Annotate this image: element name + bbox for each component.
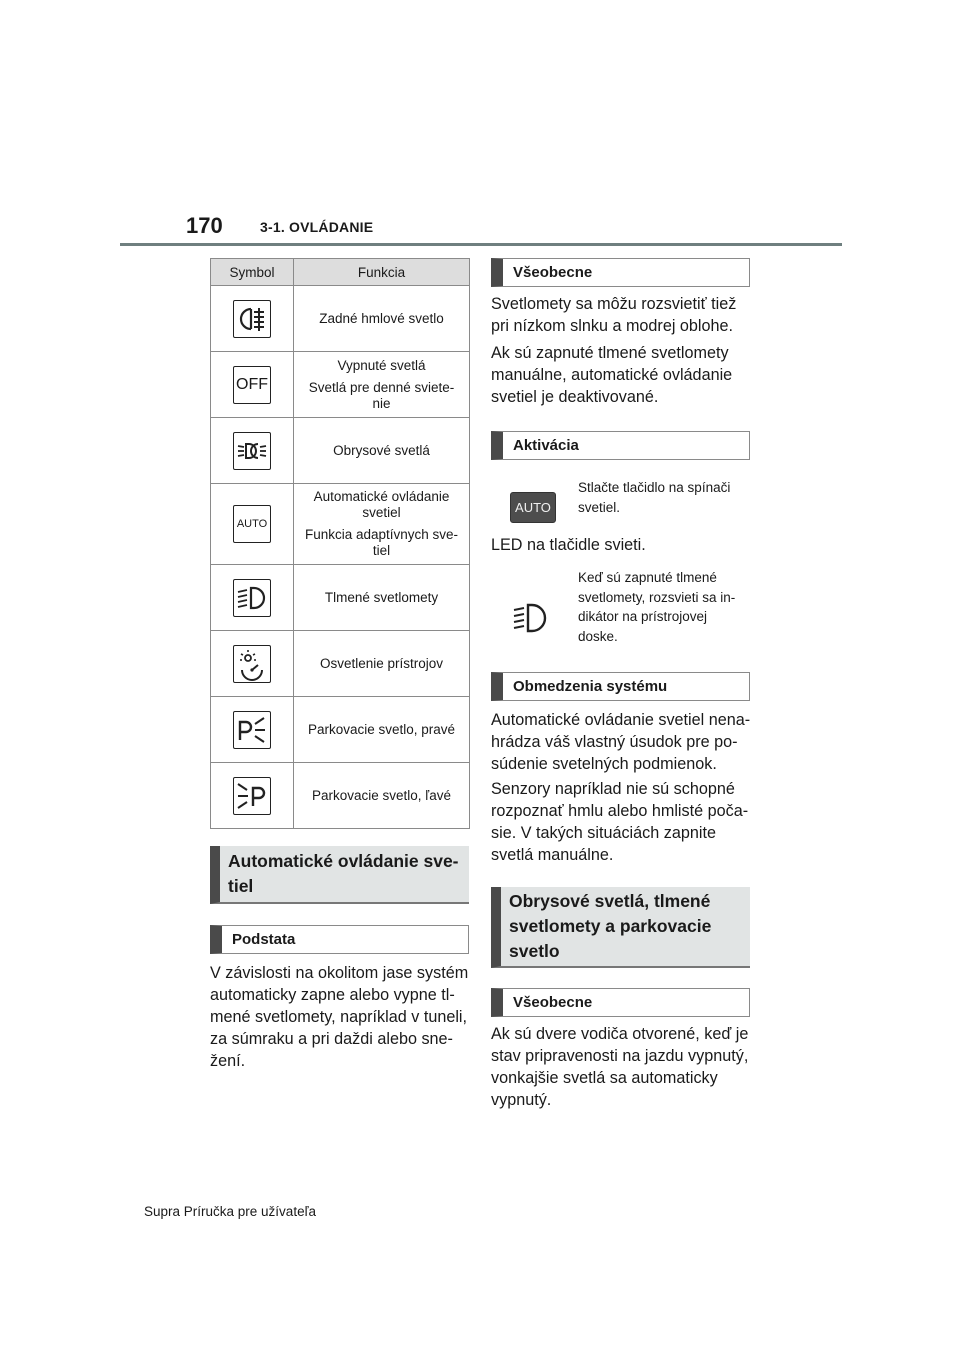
paragraph-line: automaticky zapne alebo vypne tl-: [210, 986, 455, 1004]
auto-icon-label: AUTO: [236, 518, 268, 530]
symbol-table: [210, 258, 470, 829]
function-cell: [294, 763, 470, 829]
subheading-general-2: Všeobecne: [491, 988, 750, 1017]
function-cell: [294, 286, 470, 352]
symbol-cell: [211, 631, 294, 697]
symbol-cell: [211, 418, 294, 484]
low-beam-indicator-icon: [512, 600, 552, 636]
table-row: [211, 565, 470, 631]
function-label: Obrysové svetlá: [333, 442, 430, 458]
paragraph-line: V závislosti na okolitom jase systém: [210, 964, 469, 982]
table-row: [211, 763, 470, 829]
function-label: Vypnuté svetlá: [337, 357, 426, 373]
heading-line: tiel: [228, 876, 254, 896]
heading-line: svetlo: [509, 941, 560, 961]
symbol-cell: [211, 697, 294, 763]
note-line: Keď sú zapnuté tlmené: [578, 570, 717, 585]
off-icon-label: OFF: [236, 375, 268, 393]
column-header-symbol: Symbol: [211, 259, 294, 286]
general2-paragraph: [491, 1023, 748, 1111]
instrument-lighting-icon: [233, 645, 271, 683]
symbol-cell: [211, 484, 294, 565]
subheading-principle: Podstata: [210, 925, 469, 954]
paragraph-line: Ak sú dvere vodiča otvorené, keď je: [491, 1025, 749, 1043]
table-row: [211, 484, 470, 565]
section-heading-automatic-lights: [210, 846, 469, 904]
table-header-row: [211, 259, 470, 286]
function-label: Zadné hmlové svetlo: [319, 310, 444, 326]
function-label: Tlmené svetlomety: [324, 589, 439, 605]
symbol-cell: [211, 352, 294, 418]
note-line: dikátor na prístrojovej: [578, 609, 708, 624]
parking-light-right-icon: [233, 711, 271, 749]
led-paragraph: LED na tlačidle svieti.: [491, 536, 646, 554]
paragraph-line: súdenie svetelných podmienok.: [491, 755, 717, 773]
heading-line: svetlomety a parkovacie: [509, 916, 712, 936]
function-cell: [294, 418, 470, 484]
table-row: [211, 352, 470, 418]
general-paragraph-2: [491, 342, 732, 408]
paragraph-line: svetlá manuálne.: [491, 846, 614, 864]
auto-icon: [233, 505, 271, 543]
table-row: [211, 286, 470, 352]
section-heading-parking-lights: [491, 887, 750, 968]
parking-light-left-icon: [233, 777, 271, 815]
paragraph-line: rozpoznať hmlu alebo hmlisté poča-: [491, 802, 749, 820]
symbol-cell: [211, 286, 294, 352]
note-line: svetlomety, rozsvieti sa in-: [578, 589, 736, 605]
note-line: doske.: [578, 628, 618, 644]
paragraph-line: Ak sú zapnuté tlmené svetlomety: [491, 344, 729, 362]
rear-fog-light-icon: [233, 300, 271, 338]
symbol-cell: [211, 763, 294, 829]
function-cell: [294, 565, 470, 631]
general-paragraph-1: [491, 293, 736, 337]
low-beam-icon: [233, 579, 271, 617]
paragraph-line: hrádza váš vlastný úsudok pre po-: [491, 733, 738, 751]
principle-paragraph: [210, 962, 468, 1072]
paragraph-line: stav pripravenosti na jazdu vypnutý,: [491, 1047, 749, 1065]
paragraph-line: Automatické ovládanie svetiel nena-: [491, 711, 751, 729]
parking-lights-icon: [233, 432, 271, 470]
beam-note: [578, 568, 735, 646]
function-cell: [294, 484, 470, 565]
paragraph-line: za súmraku a pri daždi alebo sne-: [210, 1030, 453, 1048]
paragraph-line: vonkajšie svetlá sa automaticky: [491, 1069, 718, 1087]
subheading-activation: Aktivácia: [491, 431, 750, 460]
table-row: [211, 631, 470, 697]
paragraph-line: vypnutý.: [491, 1091, 552, 1109]
function-cell: [294, 352, 470, 418]
subheading-general: Všeobecne: [491, 258, 750, 287]
function-cell: [294, 697, 470, 763]
paragraph-line: Senzory napríklad nie sú schopné: [491, 780, 735, 798]
table-row: [211, 697, 470, 763]
auto-button-image: AUTO: [510, 492, 556, 523]
off-icon: [233, 366, 271, 404]
function-label: Funkcia adaptívnych sve- tiel: [304, 527, 459, 558]
limits-paragraph-2: [491, 778, 748, 866]
paragraph-line: sie. V takých situáciách zapnite: [491, 824, 716, 842]
paragraph-line: Svetlomety sa môžu rozsvietiť tiež: [491, 295, 737, 313]
function-label: Parkovacie svetlo, ľavé: [311, 787, 451, 803]
header-rule: [120, 243, 842, 246]
paragraph-line: svetiel je deaktivované.: [491, 388, 659, 406]
note-line: Stlačte tlačidlo na spínači: [578, 480, 731, 495]
paragraph-line: mené svetlomety, napríklad v tuneli,: [210, 1008, 468, 1026]
function-label: Svetlá pre denné sviete- nie: [308, 379, 455, 411]
paragraph-line: manuálne, automatické ovládanie: [491, 366, 733, 384]
activation-note: [578, 478, 730, 517]
function-label: Osvetlenie prístrojov: [319, 655, 444, 671]
heading-line: Automatické ovládanie sve-: [228, 851, 459, 871]
function-cell: [294, 631, 470, 697]
footer-manual-title: Supra Príručka pre užívateľa: [144, 1204, 317, 1219]
function-label: Automatické ovládanie svetiel: [313, 489, 450, 520]
page-number: 170: [186, 213, 223, 238]
limits-paragraph-1: [491, 709, 750, 775]
note-line: svetiel.: [578, 499, 621, 515]
section-reference: 3-1. OVLÁDANIE: [260, 219, 374, 235]
paragraph-line: žení.: [210, 1052, 246, 1070]
column-header-function: Funkcia: [294, 259, 470, 286]
heading-line: Obrysové svetlá, tlmené: [509, 891, 711, 911]
function-label: Parkovacie svetlo, pravé: [307, 721, 456, 737]
subheading-system-limits: Obmedzenia systému: [491, 672, 750, 701]
symbol-cell: [211, 565, 294, 631]
table-row: [211, 418, 470, 484]
paragraph-line: pri nízkom slnku a modrej oblohe.: [491, 317, 734, 335]
